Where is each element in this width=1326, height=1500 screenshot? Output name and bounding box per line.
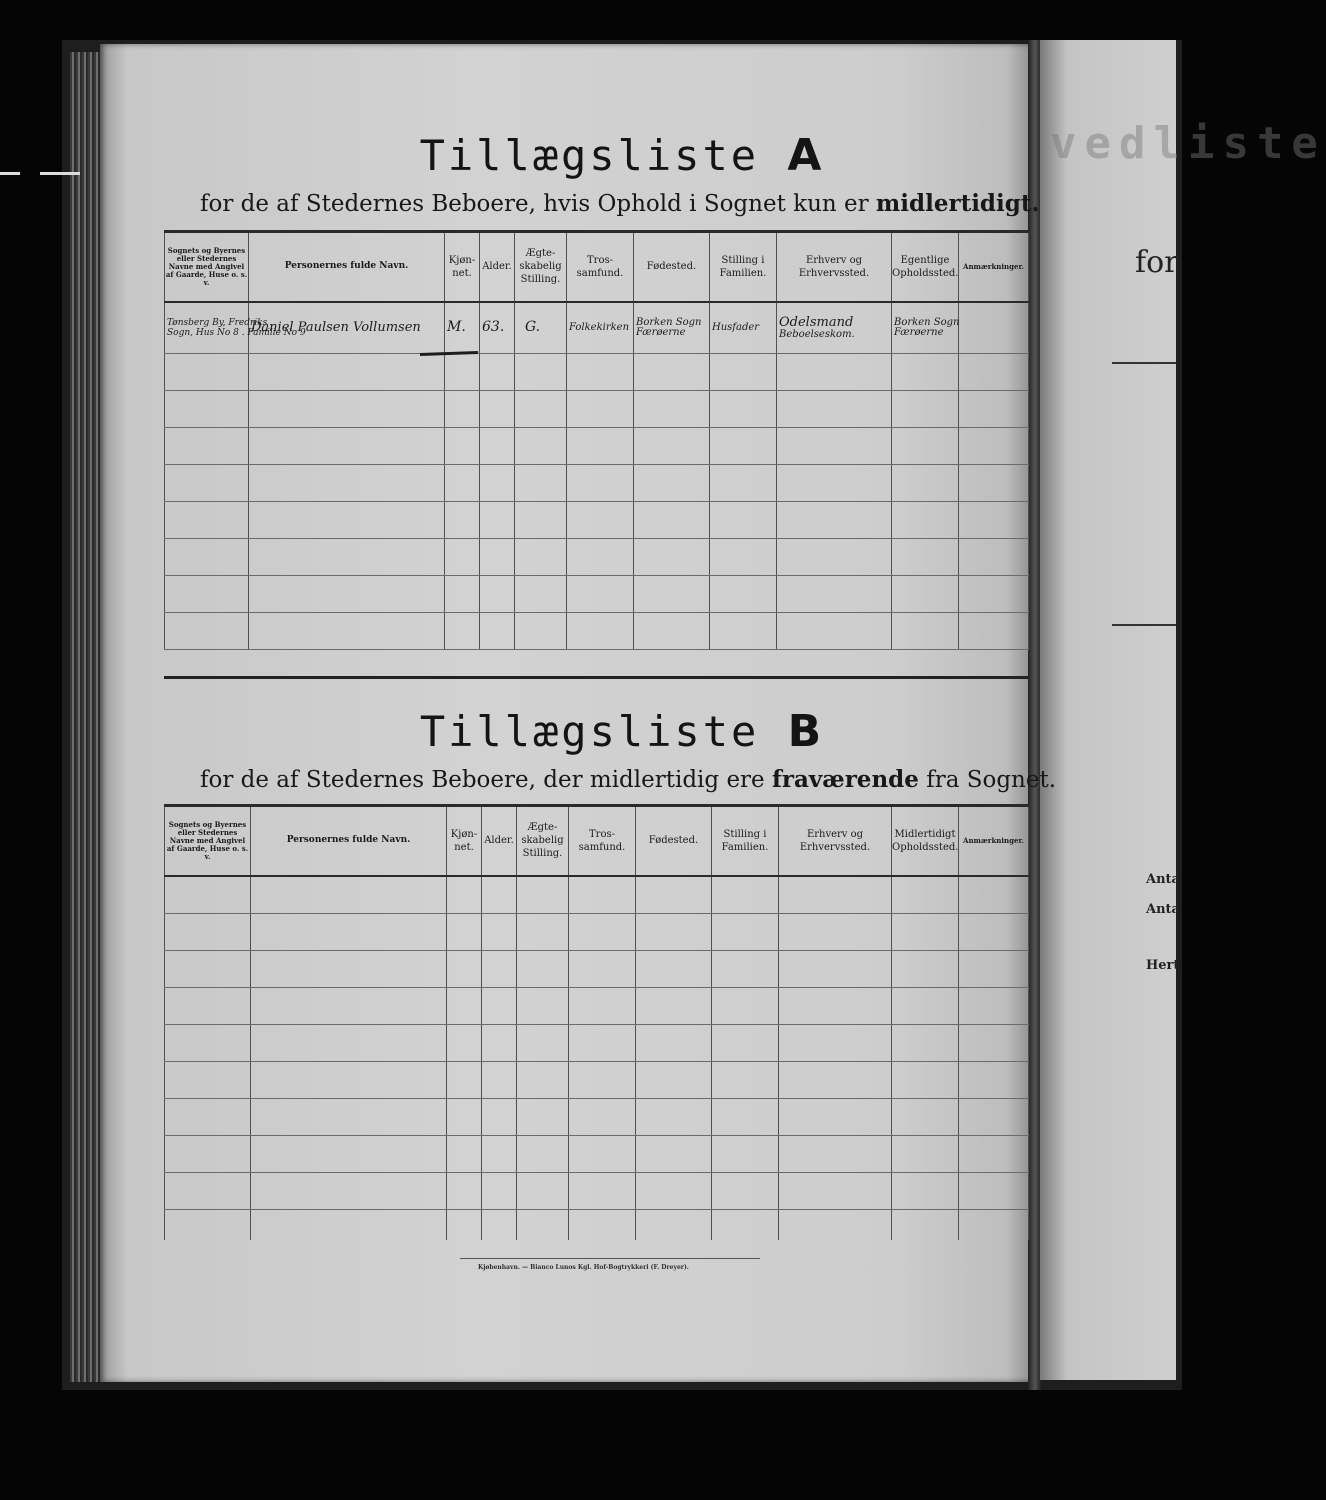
table-row [165,613,1029,650]
bleed-through-text: vedliste [1050,118,1326,169]
table-row [165,1061,1029,1098]
list-a-subtitle [200,190,1039,217]
entry-faith-cell [567,302,634,354]
header-place: Sognets og Byernes eller Stedernes Navne med Angivel af Gaarde, Huse o. s. v. [165,232,249,302]
list-a-subtitle-text: for de af Stedernes Beboere, hvis Ophold i Sognet kun er [200,191,869,217]
table-row [165,1024,1029,1061]
header-birthplace: Fødested. [636,806,712,876]
entry-residence [892,302,959,354]
header-sex: Kjøn-net. [445,232,480,302]
entry-residence-line1: Borken Sogn [894,316,960,328]
table-row [165,576,1029,613]
printer-imprint: Kjøbenhavn. — Bianco Lunos Kgl. Hof-Bogtrykkeri (F. Dreyer). [478,1264,689,1271]
header-faith: Tros-samfund. [569,806,636,876]
entry-birth-line1: Borken Sogn [636,316,702,328]
imprint-rule [460,1258,760,1259]
next-page-for-label: for [1135,245,1179,280]
table-row [165,391,1029,428]
list-a-subtitle-bold: midlertidigt. [875,190,1040,217]
header-birthplace: Fødested. [634,232,710,302]
table-row [165,428,1029,465]
table-row [165,987,1029,1024]
next-page-rule [1112,624,1176,626]
entry-age-cell [480,302,515,354]
list-a-title-letter: A [787,130,825,181]
header-temp-residence: Midlertidigt Opholdssted. [892,806,959,876]
entry-place-line2: Sogn, Hus No 8 . Familie No 9 [167,327,306,338]
header-faith: Tros-samfund. [567,232,634,302]
header-age: Alder. [482,806,517,876]
entry-place-line1: Tønsberg By, Fredriks [167,317,268,328]
table-row [165,539,1029,576]
list-b-subtitle [200,766,1056,793]
list-b-title-letter: B [787,706,825,757]
entry-occupation-line1: Odelsmand [779,315,854,331]
table-row [165,302,1029,354]
entry-marital-cell [515,302,567,354]
header-family-role: Stilling i Familien. [710,232,777,302]
table-row [165,354,1029,391]
header-family-role: Stilling i Familien. [712,806,779,876]
list-a-title [0,130,1244,181]
entry-sex: M. [447,319,466,336]
next-page-ant2: Anta [1146,902,1180,917]
next-page-rule [1112,362,1176,364]
entry-birth-line2: Færøerne [636,326,686,338]
header-name: Personernes fulde Navn. [249,232,445,302]
entry-family-role-cell [710,302,777,354]
header-occupation: Erhverv og Erhvervssted. [779,806,892,876]
table-row [165,876,1029,914]
header-marital: Ægte-skabelig Stilling. [517,806,569,876]
entry-birthplace [634,302,710,354]
list-b-subtitle-text: for de af Stedernes Beboere, der midlertidig ere [200,767,765,793]
entry-residence-line2: Færøerne [894,326,944,338]
header-age: Alder. [480,232,515,302]
list-a-table [164,230,1029,650]
list-b-title [0,706,1244,757]
header-marital: Ægte-skabelig Stilling. [515,232,567,302]
table-row [165,950,1029,987]
entry-age: 63. [482,319,505,336]
entry-marital: G. [525,319,541,336]
entry-name-cell [249,302,445,354]
list-b-subtitle-end: fra Sognet. [926,767,1057,793]
list-a-header-row [165,232,1029,302]
table-row [165,1209,1029,1240]
table-row [165,1172,1029,1209]
entry-name: Daniel Paulsen Vollumsen [251,320,421,336]
list-b-table [164,804,1029,1240]
table-row [165,913,1029,950]
entry-occupation-line2: Beboelseskom. [779,329,855,341]
list-b-header-row [165,806,1029,876]
header-name: Personernes fulde Navn. [251,806,447,876]
header-place: Sognets og Byernes eller Stedernes Navne med Angivel af Gaarde, Huse o. s. v. [165,806,251,876]
next-page-ant1: Anta [1146,872,1180,887]
list-a-title-word: Tillægsliste [419,131,760,180]
entry-family-role: Husfader [712,321,760,333]
table-row [165,465,1029,502]
section-separator [164,676,1028,679]
table-row [165,502,1029,539]
header-sex: Kjøn-net. [447,806,482,876]
table-row [165,1098,1029,1135]
list-b-title-word: Tillægsliste [419,707,760,756]
entry-place [165,302,306,354]
entry-sex-cell [445,302,480,354]
list-b-subtitle-bold: fraværende [771,766,919,793]
header-residence: Egentlige Opholdssted. [892,232,959,302]
next-page-her: Hert [1146,958,1180,973]
entry-faith: Folkekirken [569,321,630,333]
header-remarks: Anmærkninger. [959,806,1029,876]
entry-remarks [959,302,1029,354]
entry-occupation [777,302,892,354]
header-occupation: Erhverv og Erhvervssted. [777,232,892,302]
table-row [165,1135,1029,1172]
header-remarks: Anmærkninger. [959,232,1029,302]
